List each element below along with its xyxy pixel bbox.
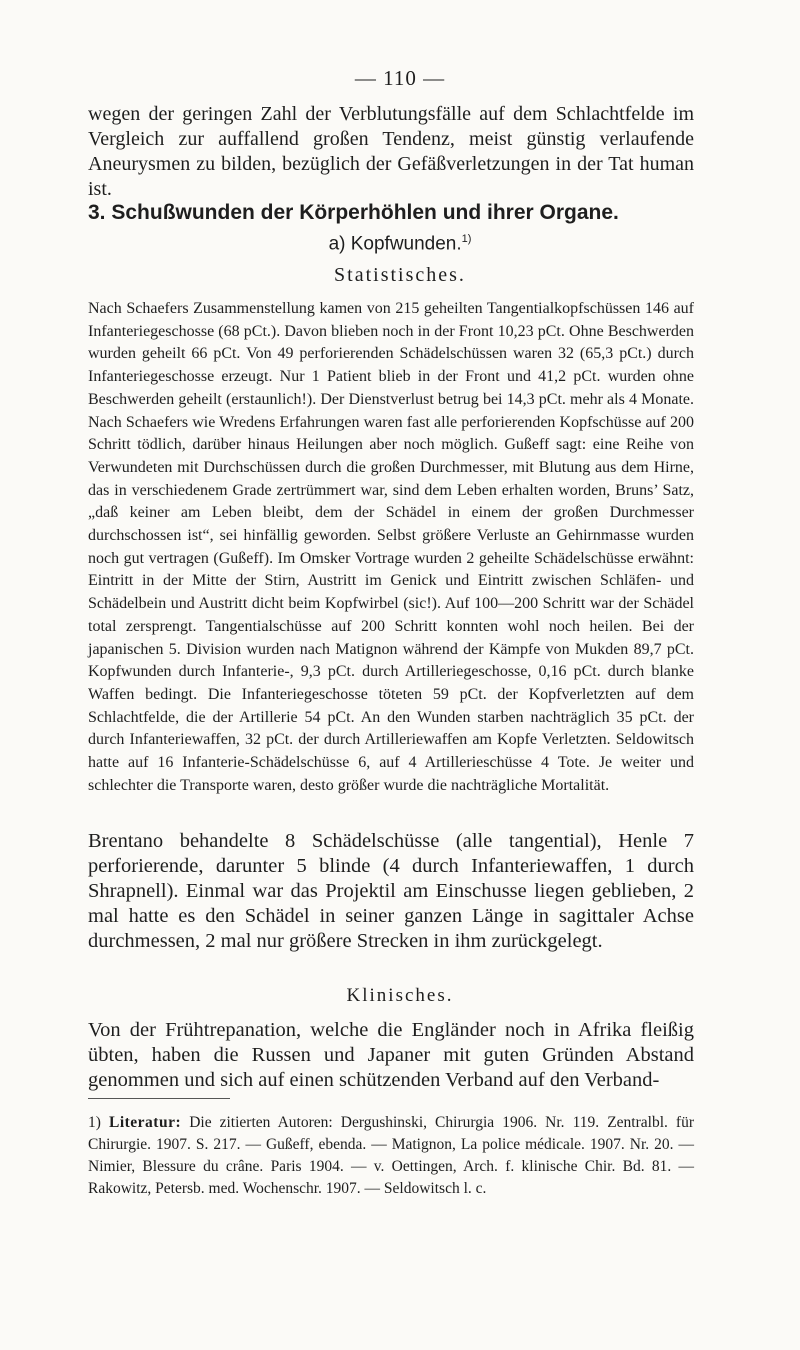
footnote-label: Literatur:: [108, 1114, 182, 1131]
brentano-paragraph: Brentano behandelte 8 Schädelschüsse (alle tangential), Henle 7 perforierende, darunter 5 blinde (4 durch Infanteriewaffen, 1 durch Shrapnell). Einmal war das Projektil am Einschusse liegen geblieben, 2 mal hatte es den Schädel in seiner ganzen Länge in sagittaler Achse durchmessen, 2 mal nur größere Strecken in ihm zurückgelegt.: [88, 830, 694, 952]
clinical-paragraph: Von der Frühtrepanation, welche die Engländer noch in Afrika fleißig übten, haben die Russen und Japaner mit guten Gründen Abstand genommen und sich auf einen schützenden Verband auf den Verband-: [88, 1019, 694, 1091]
subsection-heading-text: a) Kopfwunden.: [328, 233, 462, 255]
page-number: — 110 —: [354, 66, 446, 90]
footnote-marker: 1): [88, 1114, 101, 1131]
statistics-heading: Statistisches.: [334, 264, 466, 286]
intro-paragraph: wegen der geringen Zahl der Verblutungsfälle auf dem Schlachtfelde im Vergleich zur auffallend großen Tendenz, meist günstig verlaufende Aneurysmen zu bilden, bezüglich der Gefäßverletzungen in der Tat human ist.: [88, 103, 694, 200]
clinical-heading: Klinisches.: [346, 985, 454, 1006]
section-heading: 3. Schußwunden der Körperhöhlen und ihrer Organe.: [88, 201, 619, 224]
footnote-reference: 1): [461, 233, 472, 245]
statistics-paragraph: Nach Schaefers Zusammenstellung kamen von 215 geheilten Tangentialkopfschüssen 146 auf Infanteriegeschosse (68 pCt.). Davon blieben noch in der Front 10,23 pCt. Ohne Beschwerden wurden geheilt 66 pCt. Von 49 perforierenden Schädelschüssen waren 32 (65,3 pCt.) durch Infanteriegeschosse erzeugt. Nur 1 Patient blieb in der Front und 41,2 pCt. wurden ohne Beschwerden geheilt (erstaunlich!). Der Dienstverlust betrug bei 14,3 pCt. mehr als 4 Monate. Nach Schaefers wie Wredens Erfahrungen waren fast alle perforierenden Kopfschüsse auf 200 Schritt tödlich, darüber hinaus Heilungen aber noch möglich. Gußeff sagt: eine Reihe von Verwundeten mit Durchschüssen durch die großen Durchmesser, mit Blutung aus dem Hirne, das in verschiedenem Grade zertrümmert war, sind dem Leben erhalten worden, Bruns’ Satz, „daß keiner am Leben bleibt, dem der Schädel in einem der großen Durchmesser durchschossen ist“, sei hinfällig geworden. Selbst größere Verluste an Gehirnmasse wurden noch gut vertragen (Gußeff). Im Omsker Vortrage wurden 2 geheilte Schädelschüsse erwähnt: Eintritt in der Mitte der Stirn, Austritt im Genick und Eintritt zwischen Schläfen- und Schädelbein und Austritt dicht beim Kopfwirbel (sic!). Auf 100—200 Schritt war der Schädel total zersprengt. Tangentialschüsse auf 200 Schritt konnten wohl noch heilen. Bei der japanischen 5. Division wurden nach Matignon während der Kämpfe von Mukden 89,7 pCt. Kopfwunden durch Infanterie-, 9,3 pCt. durch Artilleriegeschosse, 0,16 pCt. durch blanke Waffen bedingt. Die Infanteriegeschosse töteten 59 pCt. der Kopfverletzten auf dem Schlachtfelde, die der Artillerie 54 pCt. An den Wunden starben nachträglich 35 pCt. der durch Infanteriewaffen, 32 pCt. der durch Artilleriewaffen am Kopfe Verletzten. Seldowitsch hatte auf 16 Infanterie-Schädelschüsse 6, auf 4 Artillerieschüsse 4 Tote. Je weiter und schlechter die Transporte waren, desto größer wurde die nachträgliche Mortalität.: [88, 300, 694, 794]
subsection-heading: [0, 233, 800, 255]
footnote: [88, 1112, 694, 1200]
footnote-text: Die zitierten Autoren: Dergushinski, Chirurgia 1906. Nr. 119. Zentralbl. für Chirurgie. 1907. S. 217. — Gußeff, ebenda. — Matignon, La police médicale. 1907. Nr. 20. — Nimier, Blessure du crâne. Paris 1904. — v. Oettingen, Arch. f. klinische Chir. Bd. 81. — Rakowitz, Petersb. med. Wochenschr. 1907. — Seldowitsch l. c.: [88, 1114, 695, 1197]
footnote-divider: [88, 1098, 230, 1099]
